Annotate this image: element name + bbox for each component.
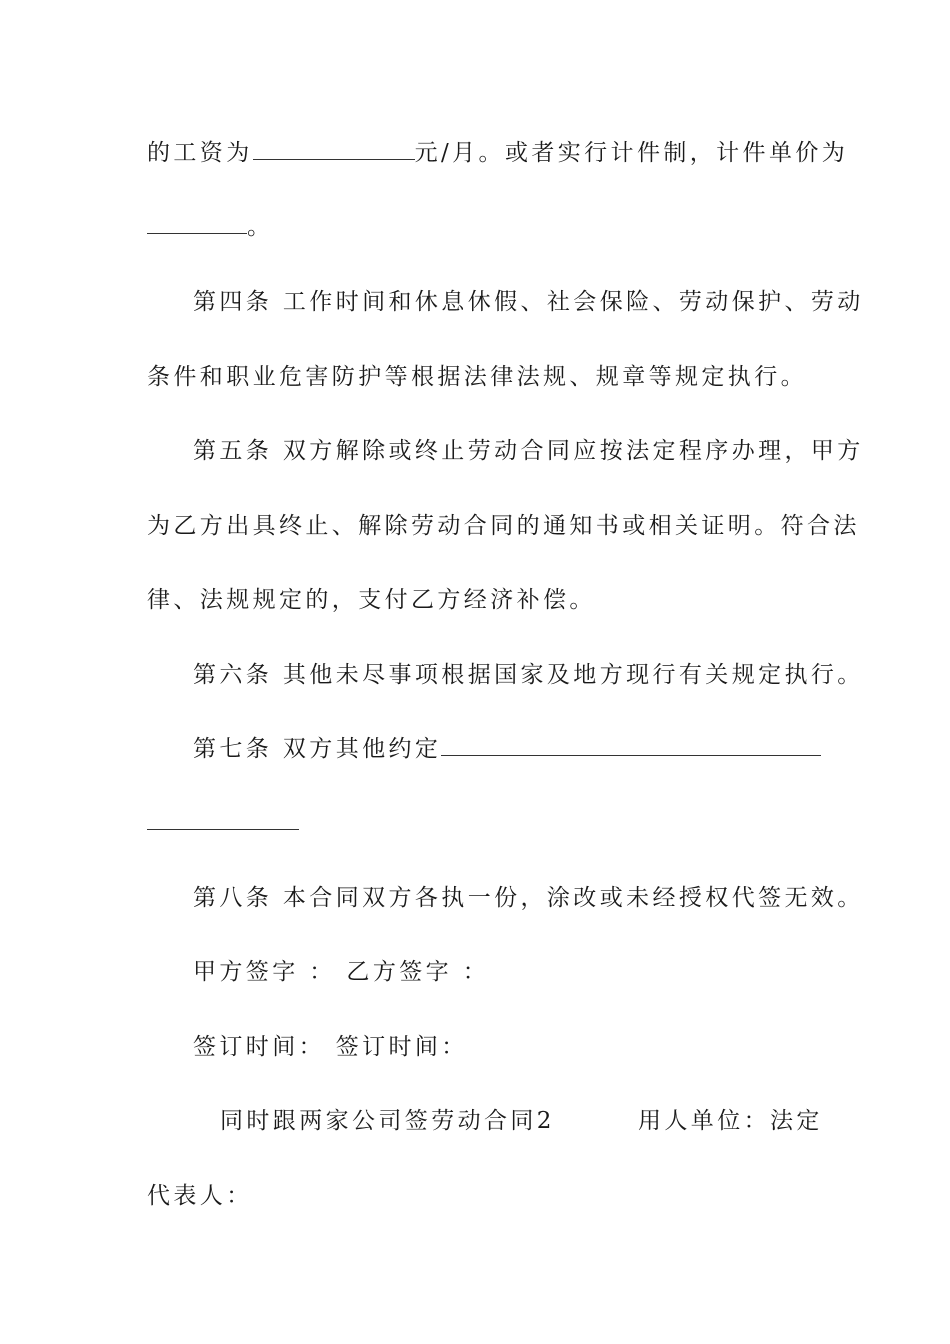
article-5-line-2: 为乙方出具终止、解除劳动合同的通知书或相关证明。符合法 (147, 513, 860, 539)
wage-line (147, 138, 848, 168)
article-7-text: 第七条 双方其他约定 (193, 736, 442, 762)
article-7-line (193, 734, 821, 764)
article-7-blank (441, 737, 821, 756)
article-4-line-2: 条件和职业危害防护等根据法律法规、规章等规定执行。 (147, 364, 807, 390)
article-4-line-1: 第四条 工作时间和休息休假、社会保险、劳动保护、劳动 (193, 289, 864, 315)
article-6-line: 第六条 其他未尽事项根据国家及地方现行有关规定执行。 (193, 662, 864, 688)
piece-price-blank (147, 215, 247, 234)
wage-blank (253, 141, 415, 160)
piece-price-end: 。 (247, 214, 274, 240)
sign-date-line: 签订时间： 签订时间： (193, 1034, 468, 1060)
article-7-continuation (147, 808, 299, 838)
second-contract-title: 同时跟两家公司签劳动合同2 (220, 1108, 555, 1134)
article-8-line: 第八条 本合同双方各执一份，涂改或未经授权代签无效。 (193, 885, 864, 911)
article-5-line-1: 第五条 双方解除或终止劳动合同应按法定程序办理，甲方 (193, 438, 864, 464)
wage-label: 的工资为 (147, 140, 253, 166)
wage-unit-text: 元/月。或者实行计件制，计件单价为 (414, 140, 849, 166)
article-7-blank-2 (147, 811, 299, 830)
signature-line: 甲方签字 ： 乙方签字 ： (193, 959, 490, 985)
article-5-line-3: 律、法规规定的，支付乙方经济补偿。 (147, 587, 596, 613)
employer-label: 用人单位：法定 (638, 1108, 823, 1134)
representative-label: 代表人： (147, 1183, 253, 1209)
piece-price-line (147, 212, 273, 242)
